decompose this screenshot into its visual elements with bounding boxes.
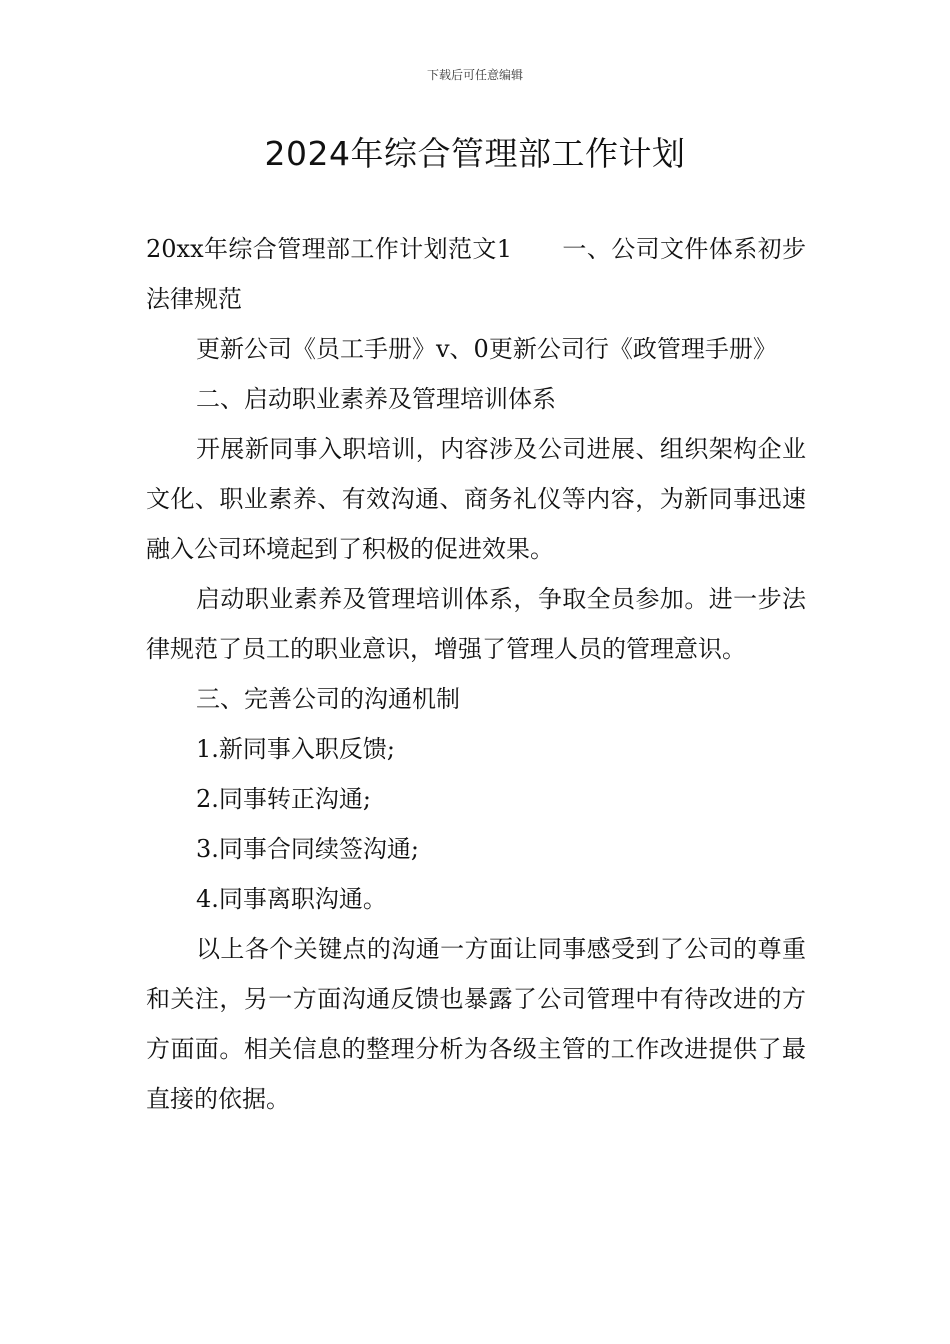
document-title: 2024年综合管理部工作计划 [264, 134, 686, 173]
paragraph-summary: 以上各个关键点的沟通一方面让同事感受到了公司的尊重和关注，另一方面沟通反馈也暴露了公司管理中有待改进的方方面面。相关信息的整理分析为各级主管的工作改进提供了最直接的依据。 [146, 935, 806, 1113]
paragraph-training: 启动职业素养及管理培训体系，争取全员参加。进一步法律规范了员工的职业意识，增强了管理人员的管理意识。 [146, 585, 806, 663]
list-item-3: 3.同事合同续签沟通; [196, 835, 419, 863]
list-item-2: 2.同事转正沟通; [196, 785, 371, 813]
list-item-4: 4.同事离职沟通。 [196, 885, 387, 913]
list-item-1: 1.新同事入职反馈; [196, 735, 395, 763]
section-heading-1: 一、公司文件体系初步法律规范 [146, 235, 806, 313]
paragraph-manuals: 更新公司《员工手册》v、0更新公司行《政管理手册》 [196, 335, 777, 363]
section-heading-3: 三、完善公司的沟通机制 [196, 685, 460, 713]
paragraph-onboarding: 开展新同事入职培训，内容涉及公司进展、组织架构企业文化、职业素养、有效沟通、商务礼仪等内容，为新同事迅速融入公司环境起到了积极的促进效果。 [146, 435, 806, 563]
section-heading-2: 二、启动职业素养及管理培训体系 [196, 385, 556, 413]
intro-lead: 20xx年综合管理部工作计划范文1 [146, 235, 513, 263]
intro-paragraph [146, 224, 806, 324]
document-body [146, 224, 806, 1124]
header-note: 下载后可任意编辑 [426, 68, 523, 82]
